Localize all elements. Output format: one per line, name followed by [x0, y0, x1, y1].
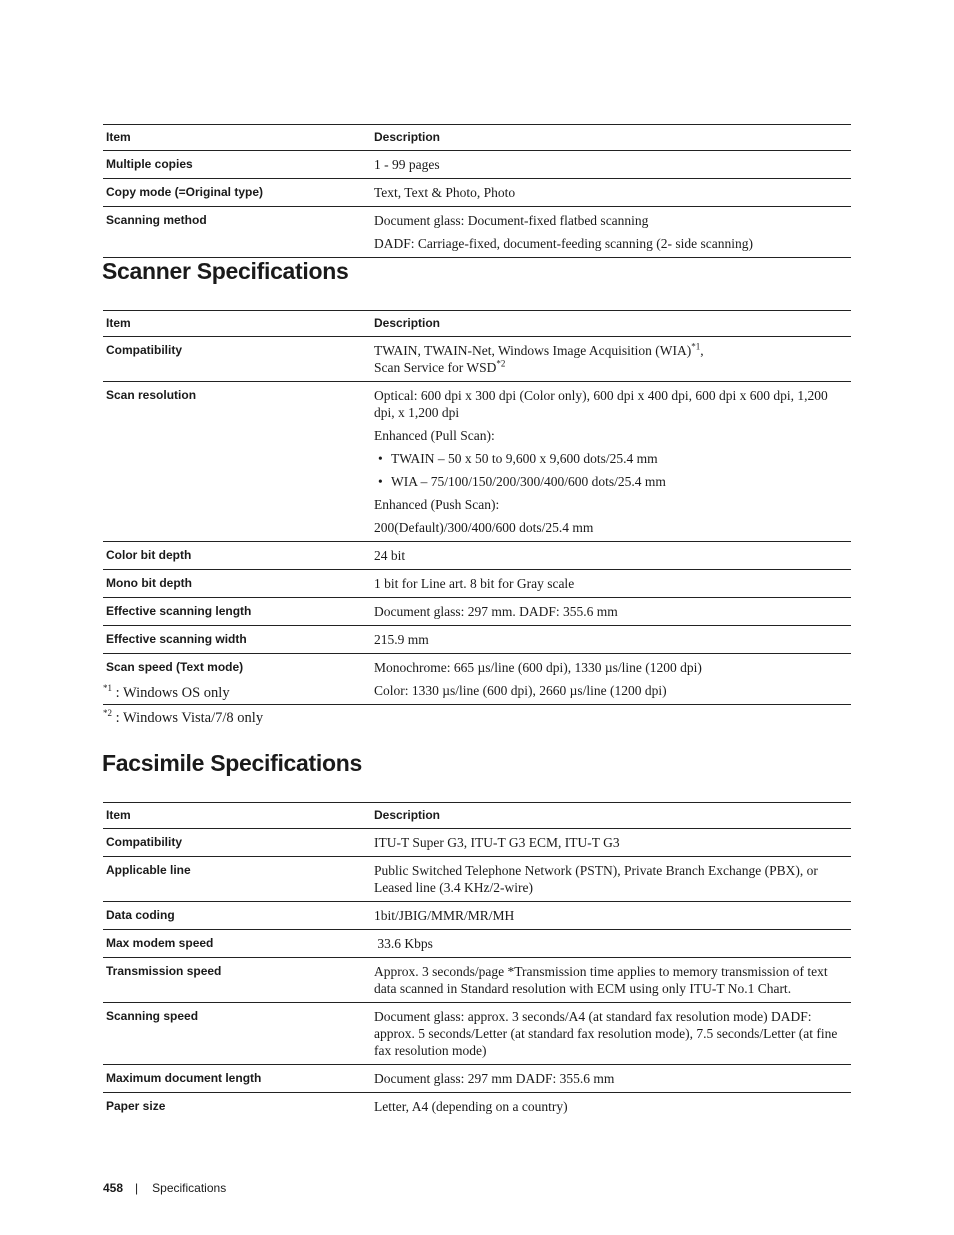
header-item: Item — [103, 803, 371, 829]
row-description: ITU-T Super G3, ITU-T G3 ECM, ITU-T G3 — [371, 829, 851, 857]
row-item: Max modem speed — [103, 930, 371, 958]
row-item: Maximum document length — [103, 1065, 371, 1093]
table-row — [103, 930, 851, 958]
row-description: 215.9 mm — [371, 626, 851, 654]
row-description: Approx. 3 seconds/page *Transmission time applies to memory transmission of text data scanned in Standard resolution with ECM using only ITU-T No.1 Chart. — [371, 958, 851, 1003]
row-item: Applicable line — [103, 857, 371, 902]
footnote-mark: *2 — [496, 358, 506, 369]
row-description: Document glass: 297 mm. DADF: 355.6 mm — [371, 598, 851, 626]
row-description: Monochrome: 665 µs/line (600 dpi), 1330 µs/line (1200 dpi) Color: 1330 µs/line (600 dpi), 2660 µs/line (1200 dpi) — [371, 654, 851, 705]
row-description: Letter, A4 (depending on a country) — [374, 1099, 568, 1114]
table-row — [103, 337, 851, 382]
table-header-row — [103, 311, 851, 337]
row-description: 33.6 Kbps — [371, 930, 851, 958]
row-item: Color bit depth — [103, 542, 371, 570]
page-number: 458 — [103, 1181, 124, 1195]
row-item: Transmission speed — [103, 958, 371, 1003]
row-description: 1 bit for Line art. 8 bit for Gray scale — [371, 570, 851, 598]
row-description: Document glass: Document-fixed flatbed scanning DADF: Carriage-fixed, document-feeding scanning (2- side scanning) — [371, 207, 851, 258]
footnote-mark: *1 — [103, 683, 112, 694]
header-item: Item — [103, 311, 371, 337]
row-item: Effective scanning length — [103, 598, 371, 626]
copy-spec-table — [103, 124, 851, 258]
row-description: 24 bit — [371, 542, 851, 570]
row-item: Scan speed (Text mode) — [103, 654, 371, 705]
row-description: 1 - 99 pages — [371, 151, 851, 179]
table-row — [103, 207, 851, 258]
row-item: Multiple copies — [103, 151, 371, 179]
table-row — [103, 179, 851, 207]
header-description: Description — [371, 803, 851, 829]
row-description: TWAIN, TWAIN-Net, Windows Image Acquisition (WIA)$^{*1}$, Scan Service for WSD$^{*2}$ — [371, 337, 851, 382]
table-row — [103, 542, 851, 570]
table-row — [103, 857, 851, 902]
table-row — [103, 958, 851, 1003]
row-item: Copy mode (=Original type) — [103, 179, 371, 207]
footnote-mark: *2 — [103, 708, 112, 719]
table-row — [103, 382, 851, 542]
row-item: Scanning method — [103, 207, 371, 258]
row-description: Text, Text & Photo, Photo — [371, 179, 851, 207]
footnote-mark: *1 — [691, 341, 701, 352]
scanner-spec-table — [103, 310, 851, 705]
row-description: Optical: 600 dpi x 300 dpi (Color only), 600 dpi x 400 dpi, 600 dpi x 600 dpi, 1,200 dpi, x 1,200 dpi Enhanced (Pull Scan): • TWAIN – 50 x 50 to 9,600 x 9,600 dots/25.4 mm • WIA – 75/100/150/200/300/400/600 dots/25.4 mm Enhanced (Push Scan): 200(Default)/300/400/600 dots/25.4 mm — [371, 382, 851, 542]
footnote: $^{*2}$ : Windows Vista/7/8 only — [103, 708, 264, 726]
table-row — [103, 829, 851, 857]
header-description: Description — [371, 311, 851, 337]
table-row — [103, 902, 851, 930]
footer-separator: | — [135, 1181, 139, 1195]
table-row — [103, 570, 851, 598]
table-row — [103, 626, 851, 654]
footnote: $^{*1}$ : Windows OS only — [103, 683, 230, 701]
fax-spec-table — [103, 802, 851, 1120]
table-row — [103, 1065, 851, 1093]
fax-section-title: Facsimile Specifications — [102, 750, 362, 776]
header-description: Description — [371, 125, 851, 151]
row-description: Document glass: approx. 3 seconds/A4 (at standard fax resolution mode) DADF: approx. 5 seconds/Letter (at standard fax resolution mode), 7.5 seconds/Letter (at fine fax resolution mode) — [371, 1003, 851, 1065]
row-item: Scan resolution — [103, 382, 371, 542]
list-item: • TWAIN – 50 x 50 to 9,600 x 9,600 dots/25.4 mm — [374, 450, 851, 467]
table-row — [103, 598, 851, 626]
table-row — [103, 1003, 851, 1065]
header-item: Item — [103, 125, 371, 151]
list-item: • WIA – 75/100/150/200/300/400/600 dots/25.4 mm — [374, 473, 851, 490]
footer-section: Specifications — [152, 1181, 227, 1195]
table-row — [103, 1093, 851, 1121]
row-description: Document glass: 297 mm DADF: 355.6 mm — [371, 1065, 851, 1093]
page-footer — [103, 1180, 226, 1196]
table-header-row — [103, 125, 851, 151]
row-description: Public Switched Telephone Network (PSTN), Private Branch Exchange (PBX), or Leased line (3.4 KHz/2-wire) — [371, 857, 851, 902]
scanner-section-title: Scanner Specifications — [102, 258, 349, 284]
row-item: Compatibility — [103, 337, 371, 382]
row-item: Paper size — [106, 1099, 166, 1113]
row-item: Mono bit depth — [103, 570, 371, 598]
table-row — [103, 151, 851, 179]
row-item: Scanning speed — [103, 1003, 371, 1065]
row-item: Effective scanning width — [103, 626, 371, 654]
row-description: 1bit/JBIG/MMR/MR/MH — [371, 902, 851, 930]
row-item: Compatibility — [103, 829, 371, 857]
table-header-row — [103, 803, 851, 829]
row-item: Data coding — [103, 902, 371, 930]
